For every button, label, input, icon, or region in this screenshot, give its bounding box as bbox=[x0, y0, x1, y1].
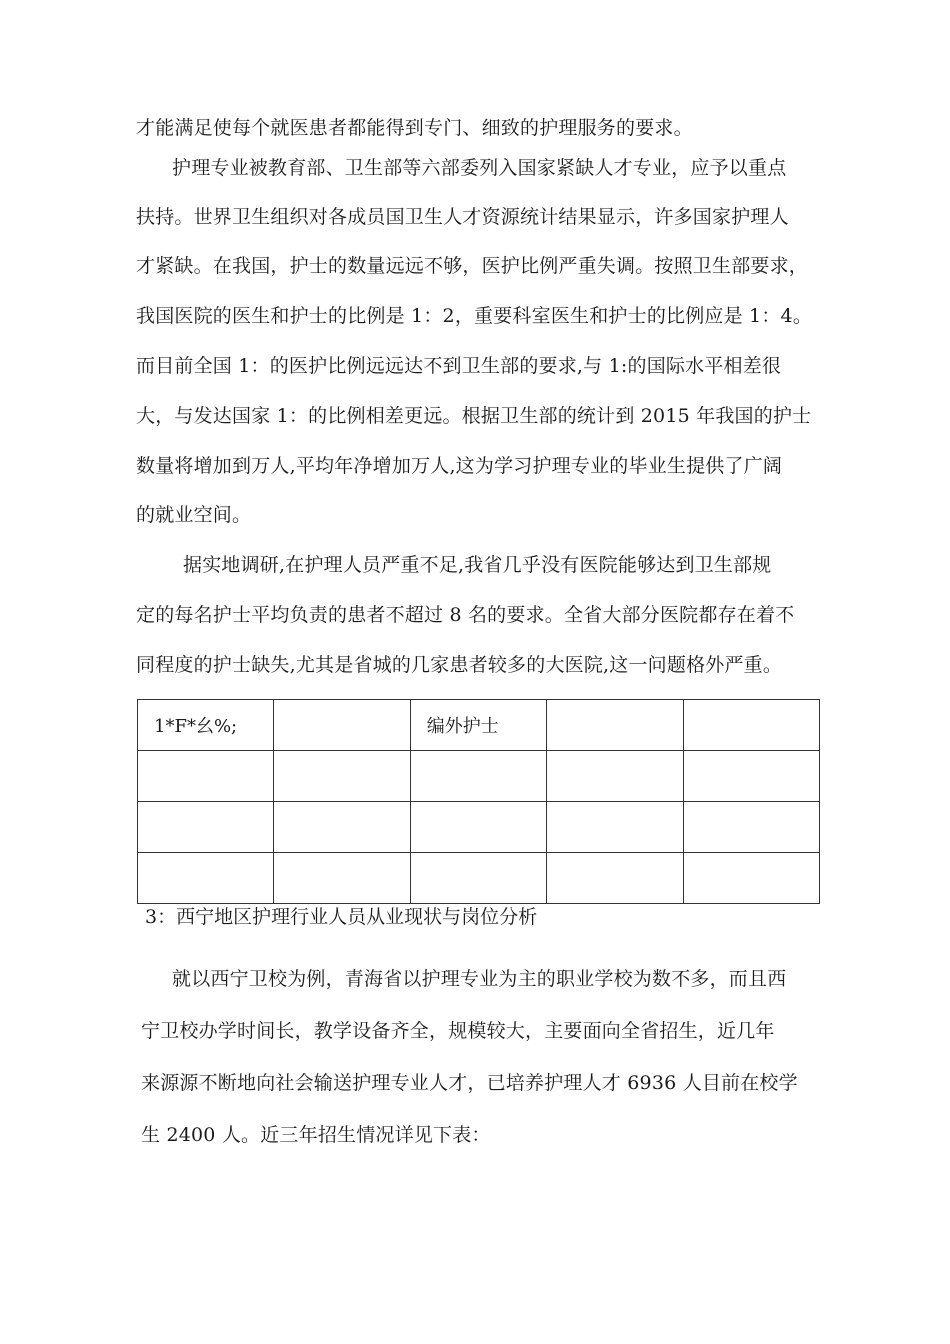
paragraph-4-line-1: 就以西宁卫校为例，青海省以护理专业为主的职业学校为数不多，而且西 bbox=[172, 968, 787, 990]
table-cell bbox=[274, 751, 410, 802]
paragraph-4-line-4: 生 2400 人。近三年招生情况详见下表： bbox=[141, 1124, 491, 1146]
paragraph-2-line-5: 而目前全国 1：的医护比例远远达不到卫生部的要求,与 1:的国际水平相差很 bbox=[136, 355, 782, 377]
table-cell bbox=[410, 802, 546, 853]
table-cell bbox=[410, 751, 546, 802]
paragraph-4-line-2: 宁卫校办学时间长，教学设备齐全，规模较大，主要面向全省招生，近几年 bbox=[141, 1020, 775, 1042]
table-cell bbox=[138, 802, 274, 853]
paragraph-2-line-1: 护理专业被教育部、卫生部等六部委列入国家紧缺人才专业，应予以重点 bbox=[172, 157, 787, 179]
table-cell bbox=[138, 751, 274, 802]
paragraph-3-line-2: 定的每名护士平均负责的患者不超过 8 名的要求。全省大部分医院都存在着不 bbox=[136, 604, 795, 626]
table-cell bbox=[138, 853, 274, 904]
table-cell bbox=[683, 802, 819, 853]
table-cell: 编外护士 bbox=[410, 700, 546, 751]
table-cell bbox=[683, 751, 819, 802]
table-cell bbox=[547, 751, 683, 802]
table-cell bbox=[547, 853, 683, 904]
paragraph-2-line-6: 大，与发达国家 1：的比例相差更远。根据卫生部的统计到 2015 年我国的护士 bbox=[136, 405, 812, 427]
staffing-table bbox=[137, 699, 820, 904]
section-caption: 3：西宁地区护理行业人员从业现状与岗位分析 bbox=[145, 906, 538, 928]
table-cell bbox=[683, 853, 819, 904]
table-row bbox=[138, 751, 820, 802]
table-row bbox=[138, 853, 820, 904]
table-cell bbox=[274, 700, 410, 751]
table-cell bbox=[274, 802, 410, 853]
paragraph-2-line-2: 扶持。世界卫生组织对各成员国卫生人才资源统计结果显示，许多国家护理人 bbox=[136, 206, 789, 228]
paragraph-2-line-7: 数量将增加到万人,平均年净增加万人,这为学习护理专业的毕业生提供了广阔 bbox=[136, 455, 783, 477]
table-cell bbox=[683, 700, 819, 751]
table-row bbox=[138, 700, 820, 751]
paragraph-3-line-1: 据实地调研,在护理人员严重不足,我省几乎没有医院能够达到卫生部规 bbox=[183, 554, 772, 576]
table-cell bbox=[547, 802, 683, 853]
table-cell: 1*F*幺%; bbox=[138, 700, 274, 751]
paragraph-1-line-1: 才能满足使每个就医患者都能得到专门、细致的护理服务的要求。 bbox=[136, 117, 693, 139]
paragraph-2-line-8: 的就业空间。 bbox=[136, 504, 252, 526]
table-cell bbox=[274, 853, 410, 904]
table-row bbox=[138, 802, 820, 853]
table-cell bbox=[410, 853, 546, 904]
paragraph-2-line-3: 才紧缺。在我国，护士的数量远远不够，医护比例严重失调。按照卫生部要求， bbox=[136, 255, 809, 277]
paragraph-2-line-4: 我国医院的医生和护士的比例是 1：2，重要科室医生和护士的比例应是 1：4。 bbox=[136, 305, 813, 327]
paragraph-4-line-3: 来源源不断地向社会输送护理专业人才，已培养护理人才 6936 人目前在校学 bbox=[141, 1072, 798, 1094]
paragraph-3-line-3: 同程度的护士缺失,尤其是省城的几家患者较多的大医院,这一问题格外严重。 bbox=[136, 654, 783, 676]
table-cell bbox=[547, 700, 683, 751]
